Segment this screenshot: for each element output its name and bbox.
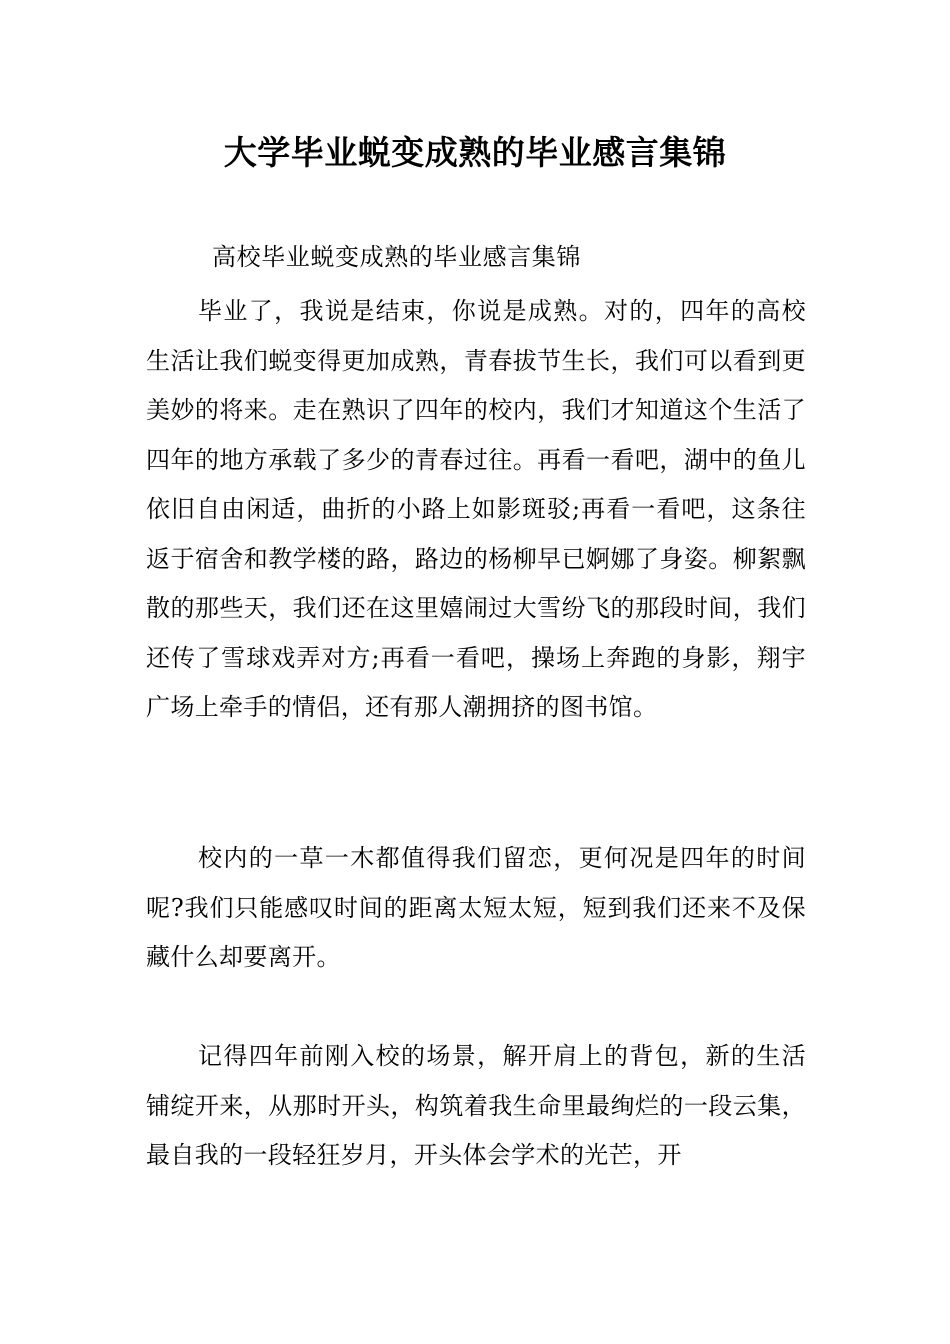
document-subtitle: 高校毕业蜕变成熟的毕业感言集锦 xyxy=(212,243,581,271)
document-title: 大学毕业蜕变成熟的毕业感言集锦 xyxy=(223,133,727,172)
paragraph-2: 校内的一草一木都值得我们留恋，更何况是四年的时间呢?我们只能感叹时间的距离太短太短，短到我们还来不及保藏什么却要离开。 xyxy=(146,844,806,971)
paragraph-1: 毕业了，我说是结束，你说是成熟。对的，四年的高校生活让我们蜕变得更加成熟，青春拔节生长，我们可以看到更美妙的将来。走在熟识了四年的校内，我们才知道这个生活了四年的地方承载了多少的青春过往。再看一看吧，湖中的鱼儿依旧自由闲适，曲折的小路上如影斑驳;再看一看吧，这条往返于宿舍和教学楼的路，路边的杨柳早已婀娜了身姿。柳絮飘散的那些天，我们还在这里嬉闹过大雪纷飞的那段时间，我们还传了雪球戏弄对方;再看一看吧，操场上奔跑的身影，翔宇广场上牵手的情侣，还有那人潮拥挤的图书馆。 xyxy=(146,297,806,721)
paragraph-3: 记得四年前刚入校的场景，解开肩上的背包，新的生活铺绽开来，从那时开头，构筑着我生命里最绚烂的一段云集，最自我的一段轻狂岁月，开头体会学术的光芒，开 xyxy=(146,1042,806,1169)
